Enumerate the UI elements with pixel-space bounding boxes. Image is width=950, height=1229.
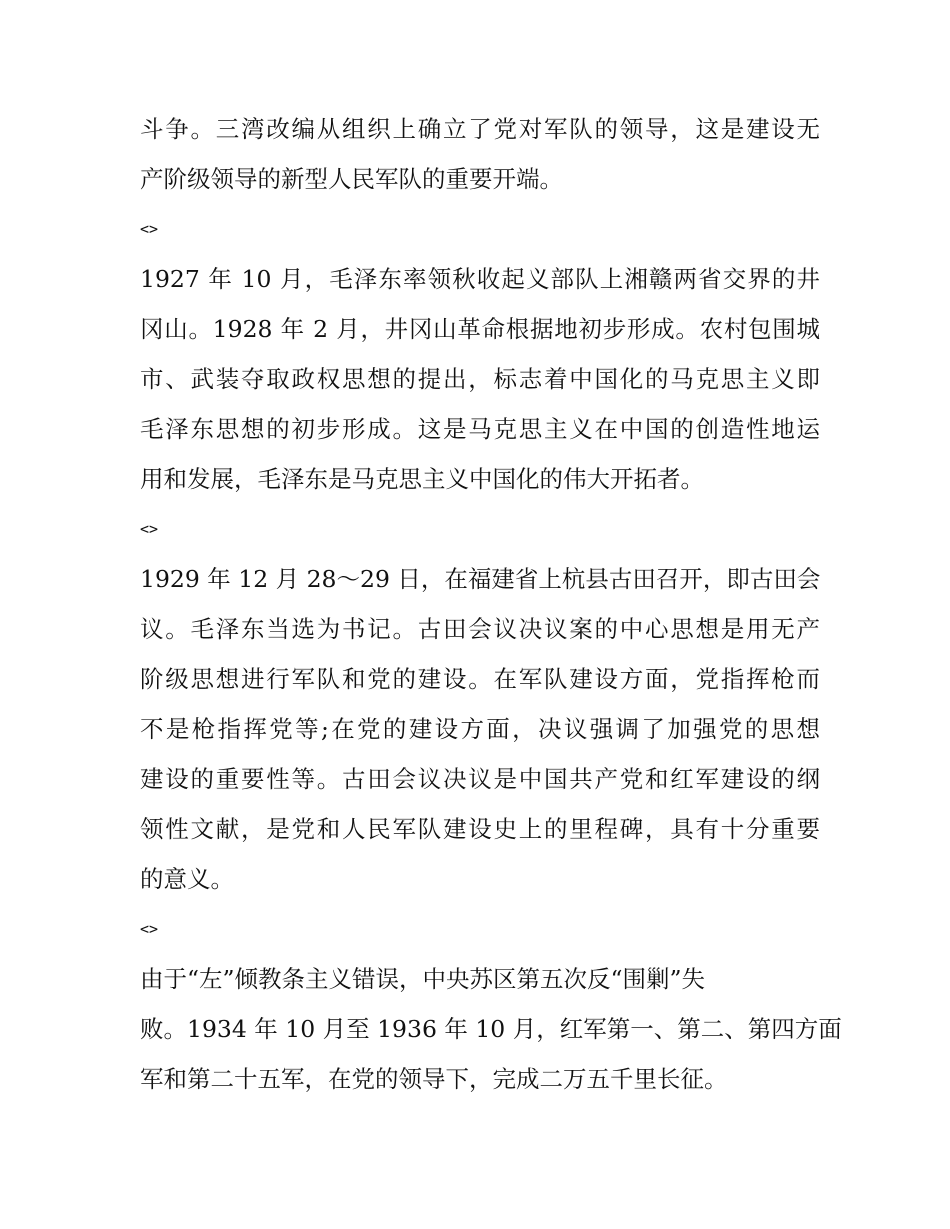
- text-line: 斗争。三湾改编从组织上确立了党对军队的领导，这是建设无: [140, 115, 820, 143]
- text-line: 1927 年 10 月，毛泽东率领秋收起义部队上湘赣两省交界的井: [140, 265, 820, 293]
- paragraph-long-march: [140, 954, 842, 1104]
- text-line: 军和第二十五军，在党的领导下，完成二万五千里长征。: [140, 1065, 728, 1093]
- text-line: 领性文献，是党和人民军队建设史上的里程碑，具有十分重要: [140, 815, 820, 843]
- paragraph-separator: <>: [140, 920, 159, 938]
- paragraph-jinggangshan: [140, 254, 820, 504]
- text-line: 建设的重要性等。古田会议决议是中国共产党和红军建设的纲: [140, 765, 820, 793]
- document-body: [140, 104, 842, 1104]
- text-line: 产阶级领导的新型人民军队的重要开端。: [140, 165, 563, 193]
- text-line: 冈山。1928 年 2 月，井冈山革命根据地初步形成。农村包围城: [140, 315, 820, 343]
- text-line: 市、武装夺取政权思想的提出，标志着中国化的马克思主义即: [140, 365, 820, 393]
- paragraph-sanwan: [140, 104, 820, 204]
- paragraph-separator: <>: [140, 220, 159, 238]
- paragraph-separator: <>: [140, 520, 159, 538]
- text-line: 由于“左”倾教条主义错误，中央苏区第五次反“围剿”失: [140, 965, 706, 993]
- text-line: 阶级思想进行军队和党的建设。在军队建设方面，党指挥枪而: [140, 665, 820, 693]
- text-line: 1929 年 12 月 28～29 日，在福建省上杭县古田召开，即古田会: [140, 565, 821, 593]
- text-line: 的意义。: [140, 865, 234, 893]
- text-line: 用和发展，毛泽东是马克思主义中国化的伟大开拓者。: [140, 465, 704, 493]
- paragraph-gutian: [140, 554, 820, 904]
- text-line: 败。1934 年 10 月至 1936 年 10 月，红军第一、第二、第四方面: [140, 1015, 842, 1043]
- text-line: 议。毛泽东当选为书记。古田会议决议案的中心思想是用无产: [140, 615, 820, 643]
- text-line: 毛泽东思想的初步形成。这是马克思主义在中国的创造性地运: [140, 415, 820, 443]
- text-line: 不是枪指挥党等;在党的建设方面，决议强调了加强党的思想: [140, 715, 820, 743]
